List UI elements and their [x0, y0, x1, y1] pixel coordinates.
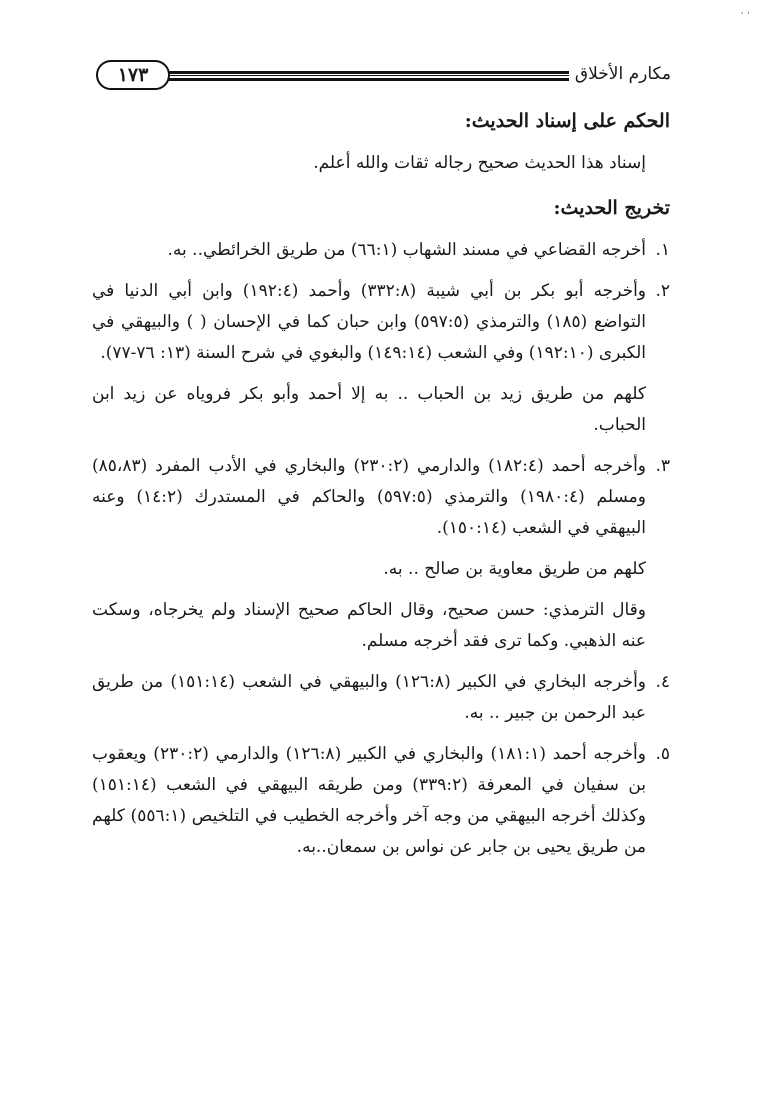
- takhrij-heading: تخريج الحديث:: [553, 197, 670, 219]
- item-text: وقال الترمذي: حسن صحيح، وقال الحاكم صحيح الإسناد ولم يخرجاه، وسكت عنه الذهبي. وكما ترى فقد أخرجه مسلم.: [92, 600, 646, 651]
- list-item: [92, 451, 670, 544]
- isnad-text: إسناد هذا الحديث صحيح رجاله ثقات والله أعلم.: [313, 153, 646, 173]
- item-text: وأخرجه البخاري في الكبير (١٢٦:٨) والبيهقي في الشعب (١٥١:١٤) من طريق عبد الرحمن بن جبير .. به.: [92, 672, 646, 723]
- item-number: ٢.: [655, 281, 670, 301]
- list-item: [92, 235, 670, 266]
- item-text: وأخرجه أبو بكر بن أبي شيبة (٣٣٢:٨) وأحمد (١٩٢:٤) وابن أبي الدنيا في التواضع (١٨٥) والترمذي (٥٩٧:٥) وابن حبان كما في الإحسان ( ) والبيهقي في الكبرى (١٩٢:١٠) وفي الشعب (١٤٩:١٤) والبغوي في شرح السنة (١٣: ٧٦-٧٧).: [92, 281, 647, 363]
- corner-mark: ، ،: [740, 6, 750, 17]
- item-number: ١.: [655, 240, 670, 260]
- item-text: وأخرجه أحمد (١٨١:١) والبخاري في الكبير (١٢٦:٨) والدارمي (٢٣٠:٢) ويعقوب بن سفيان في المعرفة (٣٣٩:٢) ومن طريقه البيهقي في الشعب (١٥١:١٤) وكذلك أخرجه البيهقي من وجه آخر وأخرجه الخطيب في التلخيص (٥٥٦:١) كلهم من طريق يحيى بن جابر عن نواس بن سمعان..به.: [92, 744, 647, 857]
- list-item: [92, 739, 670, 863]
- book-title: مكارم الأخلاق: [574, 64, 671, 84]
- item-text: أخرجه القضاعي في مسند الشهاب (٦٦:١) من طريق الخرائطي.. به.: [167, 240, 646, 260]
- item-number: ٣.: [655, 456, 670, 476]
- header-rule: [166, 71, 569, 81]
- list-item: [92, 667, 670, 729]
- page-number-badge: [96, 60, 170, 90]
- page-body: [92, 108, 670, 873]
- item-text: وأخرجه أحمد (١٨٢:٤) والدارمي (٢٣٠:٢) والبخاري في الأدب المفرد (٨٥،٨٣) ومسلم (١٩٨٠:٤) والترمذي (٥٩٧:٥) والحاكم في المستدرك (١٤:٢) وعنه البيهقي في الشعب (١٥٠:١٤).: [92, 456, 647, 538]
- item-number: ٤.: [655, 672, 670, 692]
- page-header: [96, 60, 671, 92]
- list-item: [92, 595, 670, 657]
- list-item: [92, 276, 670, 369]
- item-number: ٥.: [655, 744, 670, 764]
- list-item: [92, 554, 670, 585]
- page-number: ١٧٣: [117, 64, 149, 86]
- item-text: كلهم من طريق زيد بن الحباب .. به إلا أحمد وأبو بكر فروياه عن زيد ابن الحباب.: [92, 384, 646, 435]
- isnad-heading: الحكم على إسناد الحديث:: [464, 110, 670, 132]
- list-item: [92, 379, 670, 441]
- item-text: كلهم من طريق معاوية بن صالح .. به.: [383, 559, 646, 579]
